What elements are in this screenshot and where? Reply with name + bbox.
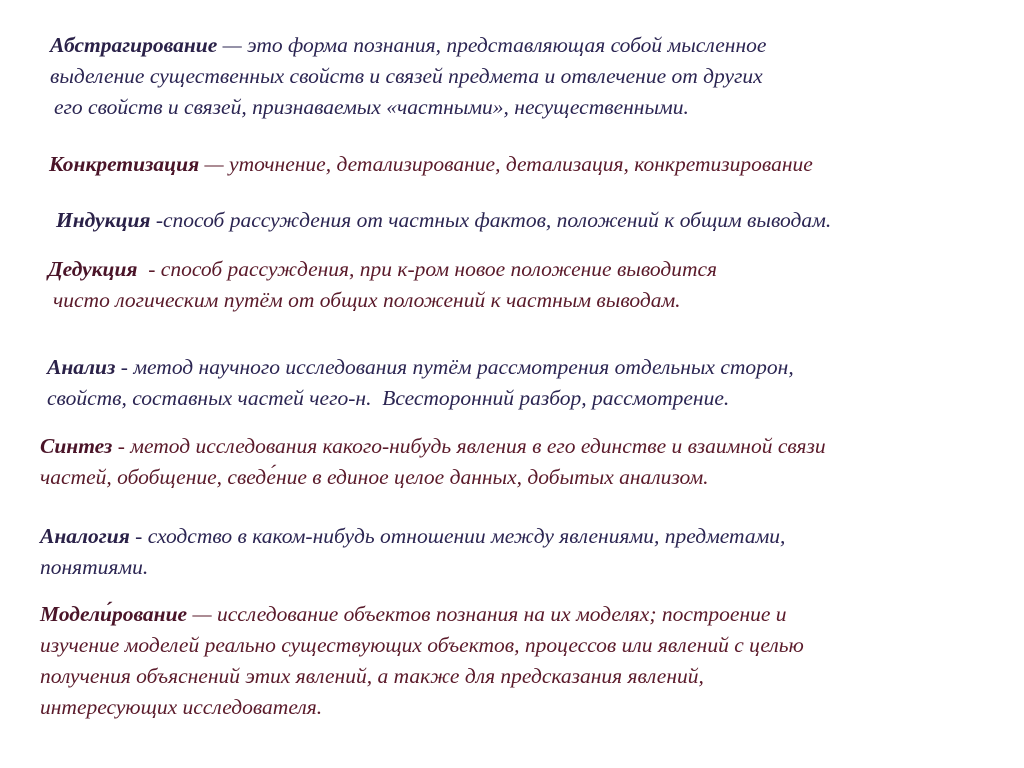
definition-deduction xyxy=(48,254,717,316)
definition-term: Абстрагирование xyxy=(50,33,218,57)
definition-text: интересующих исследователя. xyxy=(40,695,323,719)
definition-text: чисто логическим путём от общих положений к частным выводам. xyxy=(53,288,681,312)
definition-text: -способ рассуждения от частных фактов, положений к общим выводам. xyxy=(150,208,832,232)
definition-text: - метод исследования какого-нибудь явления в его единстве и взаимной связи xyxy=(112,434,826,458)
definition-text: частей, обобщение, сведе́ние в единое целое данных, добытых анализом. xyxy=(40,465,709,489)
definition-text: его свойств и связей, признаваемых «частными», несущественными. xyxy=(54,95,689,119)
definition-text: — это форма познания, представляющая собой мысленное xyxy=(217,33,767,57)
definition-text: - способ рассуждения, при к-ром новое положение выводится xyxy=(137,257,718,281)
definition-analogy xyxy=(40,521,785,583)
definition-term: Дедукция xyxy=(48,257,138,281)
definition-term: Анализ xyxy=(47,355,116,379)
definition-line xyxy=(40,521,785,552)
definition-term: Индукция xyxy=(56,208,151,232)
definition-line xyxy=(40,599,804,630)
definition-term: Модели́рование xyxy=(40,602,188,626)
definition-text: — уточнение, детализирование, детализация, конкретизирование xyxy=(199,152,813,176)
definition-line xyxy=(56,205,831,236)
definition-line xyxy=(40,431,826,462)
definition-text: - сходство в каком-нибудь отношении между явлениями, предметами, xyxy=(129,524,786,548)
definition-text: - метод научного исследования путём рассмотрения отдельных сторон, xyxy=(115,355,794,379)
definition-concretization xyxy=(49,149,813,180)
definition-text: получения объяснений этих явлений, а также для предсказания явлений, xyxy=(40,664,704,688)
definition-text: — исследование объектов познания на их моделях; построение и xyxy=(187,602,787,626)
definition-induction xyxy=(56,205,831,236)
definition-text: изучение моделей реально существующих объектов, процессов или явлений с целью xyxy=(40,633,804,657)
definition-term: Конкретизация xyxy=(49,152,200,176)
definition-term: Синтез xyxy=(40,434,113,458)
definition-abstraction xyxy=(50,30,766,123)
definition-line xyxy=(49,149,813,180)
definition-line xyxy=(47,352,794,383)
definition-text: свойств, составных частей чего-н. Всесторонний разбор, рассмотрение. xyxy=(47,386,730,410)
definition-line xyxy=(48,254,717,285)
definition-line xyxy=(50,30,766,61)
definition-synthesis xyxy=(40,431,826,493)
definition-modeling xyxy=(40,599,804,723)
definition-analysis xyxy=(47,352,794,414)
definition-text: выделение существенных свойств и связей предмета и отвлечение от других xyxy=(50,64,763,88)
definition-text: понятиями. xyxy=(40,555,149,579)
definition-term: Аналогия xyxy=(40,524,130,548)
